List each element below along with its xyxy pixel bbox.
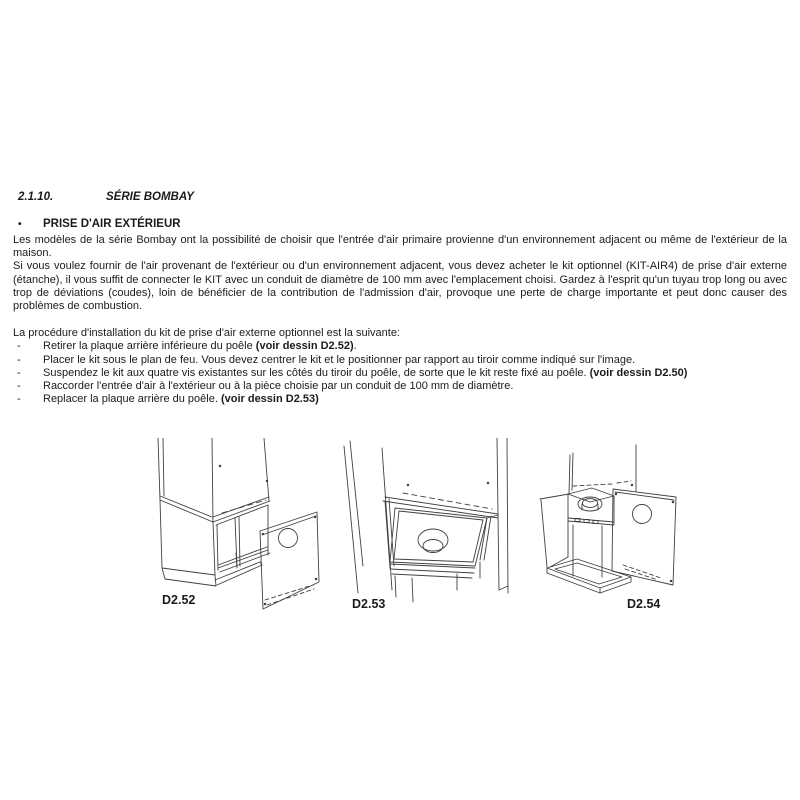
- list-item: [13, 393, 787, 406]
- step-text: Replacer la plaque arrière du poêle.: [43, 393, 221, 406]
- procedure-intro: La procédure d'installation du kit de prise d'air externe optionnel est la suivante:: [13, 327, 400, 340]
- list-dash: -: [17, 393, 21, 406]
- list-dash: -: [17, 380, 21, 393]
- step-drawing-ref: (voir dessin D2.52): [255, 340, 354, 353]
- figure-d252: [150, 438, 336, 633]
- list-item: [13, 340, 787, 353]
- bullet-icon: •: [18, 219, 22, 230]
- step-text-end: .: [353, 340, 357, 353]
- list-dash: -: [17, 366, 21, 379]
- section-title: SÉRIE BOMBAY: [106, 191, 194, 203]
- paragraph-kit-option: Si vous voulez fournir de l'air provenant de l'extérieur ou d'un environnement adjacent, vous devez acheter le kit optionnel (KIT-AIR4) de prise d'air externe (étanche), il vous suffit de connecter le KIT avec un conduit de diamètre de 100 mm avec l'emplacement choisi. Gardez à l'esprit qu'un tuyau trop long ou avec trop de déviations (coudes), loin de bénéficier de la contribution de l'admission d'air, provoque une perte de charge importante et peut donc causer des problèmes de combustion.: [13, 260, 787, 313]
- procedure-steps: [13, 340, 787, 406]
- section-number: 2.1.10.: [18, 191, 54, 203]
- step-drawing-ref: (voir dessin D2.53): [220, 393, 319, 406]
- step-text: Suspendez le kit aux quatre vis existantes sur les côtés du tiroir du poêle, de sorte que le kit reste fixé au poêle.: [43, 366, 590, 379]
- figure-d253: [340, 438, 512, 634]
- subsection-heading: [18, 218, 181, 232]
- step-text: Retirer la plaque arrière inférieure du poêle: [43, 340, 256, 353]
- list-item: [13, 354, 787, 367]
- paragraph-air-intake-models: Les modèles de la série Bombay ont la possibilité de choisir que l'entrée d'air primaire provienne d'un environnement adjacent ou même de l'extérieur de la maison.: [13, 234, 787, 260]
- figure-label: D2.54: [627, 597, 661, 611]
- figure-label: D2.53: [352, 597, 386, 611]
- figures-row: [0, 438, 800, 638]
- step-text: Placer le kit sous le plan de feu. Vous devez centrer le kit et le positionner par rapport au tiroir comme indiqué sur l'image.: [43, 353, 636, 366]
- subsection-title: PRISE D'AIR EXTÉRIEUR: [43, 218, 181, 230]
- step-text: Raccorder l'entrée d'air à l'extérieur ou à la pièce choisie par un conduit de 100 mm de diamètre.: [43, 380, 514, 393]
- list-item: [13, 380, 787, 393]
- section-heading: [18, 191, 194, 203]
- step-drawing-ref: (voir dessin D2.50): [589, 366, 688, 379]
- figure-d254: [528, 438, 693, 628]
- kit-installed-drawing: [528, 438, 693, 628]
- list-dash: -: [17, 353, 21, 366]
- list-item: [13, 367, 787, 380]
- body-text: [13, 234, 787, 406]
- list-dash: -: [17, 340, 21, 353]
- figure-label: D2.52: [162, 593, 196, 607]
